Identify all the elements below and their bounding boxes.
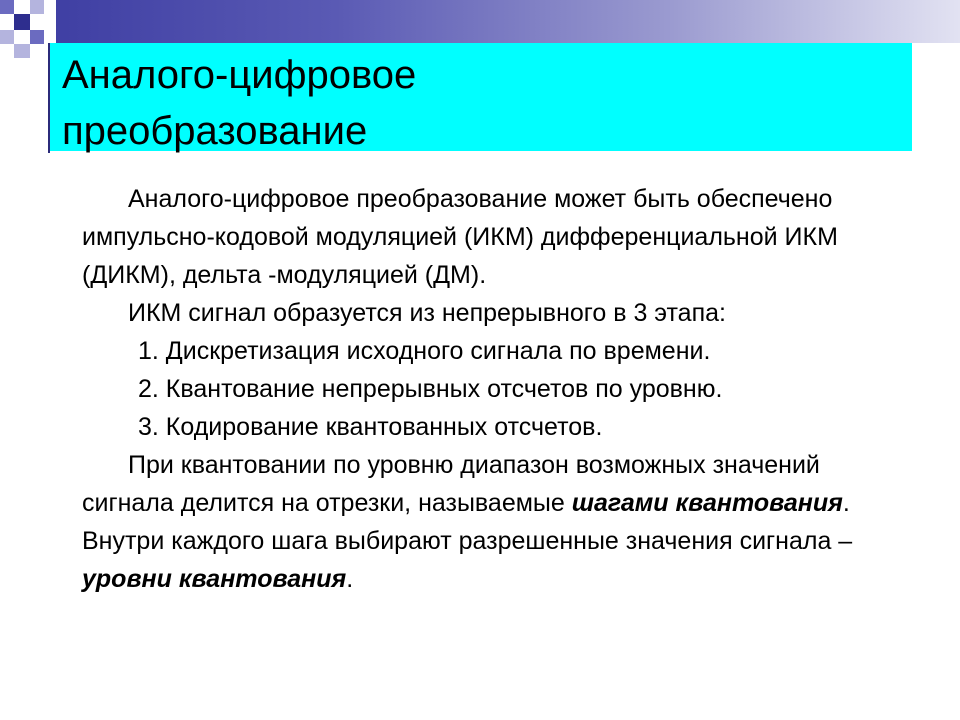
list-item-step-1: 1. Дискретизация исходного сигнала по времени.	[138, 337, 711, 365]
title-line-2: преобразование	[62, 109, 368, 153]
term-quantization-steps: шагами квантования	[571, 489, 843, 517]
list-item-step-3: 3. Кодирование квантованных отсчетов.	[138, 413, 603, 441]
slide-body	[82, 180, 912, 598]
decor-square	[30, 44, 44, 58]
decor-square	[30, 0, 44, 14]
top-decoration-band	[0, 0, 960, 43]
decor-square	[0, 0, 14, 14]
slide-title	[62, 47, 902, 159]
paragraph-quantization	[82, 446, 912, 598]
decor-square	[14, 0, 30, 14]
paragraph-intro: Аналого-цифровое преобразование может быть обеспечено импульсно-кодовой модуляцией (ИКМ) дифференциальной ИКМ (ДИКМ), дельта -модуляцией (ДМ).	[82, 185, 838, 289]
decor-square	[30, 14, 44, 30]
decor-square	[14, 14, 30, 30]
quantization-text-1: При квантовании по уровню диапазон возможных значений сигнала делится на отрезки, называемые	[82, 451, 820, 517]
paragraph-ikm-stages: ИКМ сигнал образуется из непрерывного в 3 этапа:	[128, 299, 726, 327]
decor-square	[44, 0, 56, 14]
quantization-text-2: . Внутри каждого шага выбирают разрешенные значения сигнала –	[82, 489, 853, 555]
term-quantization-levels: уровни квантования	[82, 565, 347, 593]
decor-square	[0, 14, 14, 30]
decor-square	[30, 30, 44, 44]
decor-square	[0, 30, 14, 44]
decor-square	[14, 30, 30, 44]
decor-square	[44, 14, 56, 30]
decor-square	[14, 44, 30, 58]
quantization-text-3: .	[346, 565, 354, 593]
title-line-1: Аналого-цифровое	[62, 53, 417, 97]
list-item-step-2: 2. Квантование непрерывных отсчетов по уровню.	[138, 375, 723, 403]
decor-square	[44, 30, 56, 44]
